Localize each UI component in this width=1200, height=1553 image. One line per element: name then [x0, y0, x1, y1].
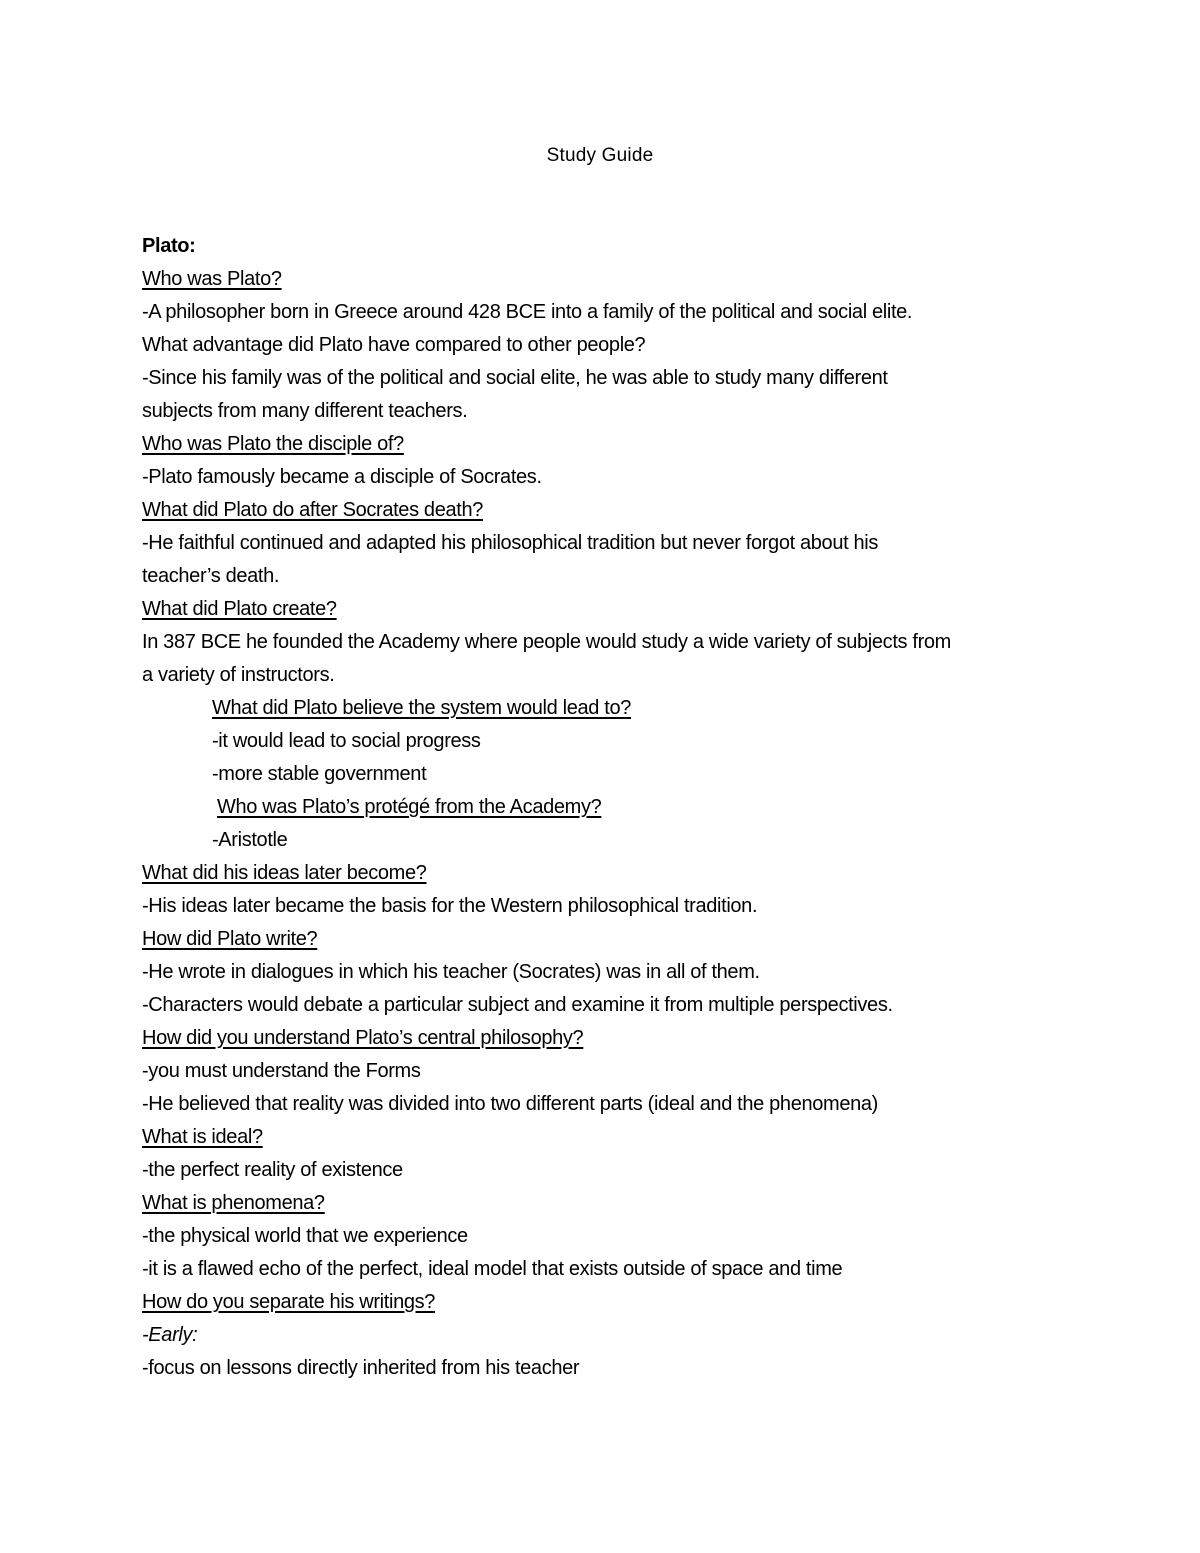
- answer: -focus on lessons directly inherited from his teacher: [142, 1357, 580, 1379]
- answer: -the perfect reality of existence: [142, 1159, 403, 1181]
- sub-question-row: [142, 791, 1102, 824]
- question: What is ideal?: [142, 1126, 263, 1148]
- answer: subjects from many different teachers.: [142, 400, 468, 422]
- sub-answer: -more stable government: [212, 763, 427, 785]
- question: What did Plato do after Socrates death?: [142, 499, 484, 521]
- document-body: [142, 230, 1102, 1385]
- answer: In 387 BCE he founded the Academy where people would study a wide variety of subjects from: [142, 631, 951, 653]
- answer: a variety of instructors.: [142, 664, 335, 686]
- sub-question: Who was Plato’s protégé from the Academy?: [217, 796, 602, 818]
- answer: -it is a flawed echo of the perfect, ideal model that exists outside of space and time: [142, 1258, 843, 1280]
- answer: -His ideas later became the basis for the Western philosophical tradition.: [142, 895, 758, 917]
- answer: -Characters would debate a particular subject and examine it from multiple perspectives.: [142, 994, 893, 1016]
- answer: -He believed that reality was divided into two different parts (ideal and the phenomena): [142, 1093, 878, 1115]
- question: Who was Plato the disciple of?: [142, 433, 404, 455]
- question: What is phenomena?: [142, 1192, 325, 1214]
- answer: -He faithful continued and adapted his philosophical tradition but never forgot about his: [142, 532, 879, 554]
- sub-question: What did Plato believe the system would lead to?: [212, 697, 632, 719]
- answer: -Plato famously became a disciple of Socrates.: [142, 466, 542, 488]
- sub-answer: -it would lead to social progress: [212, 730, 481, 752]
- question: How do you separate his writings?: [142, 1291, 436, 1313]
- answer: -A philosopher born in Greece around 428 BCE into a family of the political and social elite.: [142, 301, 913, 323]
- question: What did Plato create?: [142, 598, 337, 620]
- question: What did his ideas later become?: [142, 862, 427, 884]
- answer: -the physical world that we experience: [142, 1225, 468, 1247]
- answer: teacher’s death.: [142, 565, 280, 587]
- sub-question-row: [142, 692, 1102, 725]
- answer: -you must understand the Forms: [142, 1060, 421, 1082]
- question: How did you understand Plato’s central philosophy?: [142, 1027, 584, 1049]
- answer: -He wrote in dialogues in which his teacher (Socrates) was in all of them.: [142, 961, 760, 983]
- question: How did Plato write?: [142, 928, 318, 950]
- sub-answer: -Aristotle: [212, 829, 288, 851]
- question: Who was Plato?: [142, 268, 282, 290]
- period-label: -Early:: [142, 1324, 198, 1346]
- answer: -Since his family was of the political and social elite, he was able to study many different: [142, 367, 888, 389]
- question: What advantage did Plato have compared to other people?: [142, 334, 646, 356]
- section-heading: Plato:: [142, 235, 196, 257]
- document-title: Study Guide: [546, 145, 654, 166]
